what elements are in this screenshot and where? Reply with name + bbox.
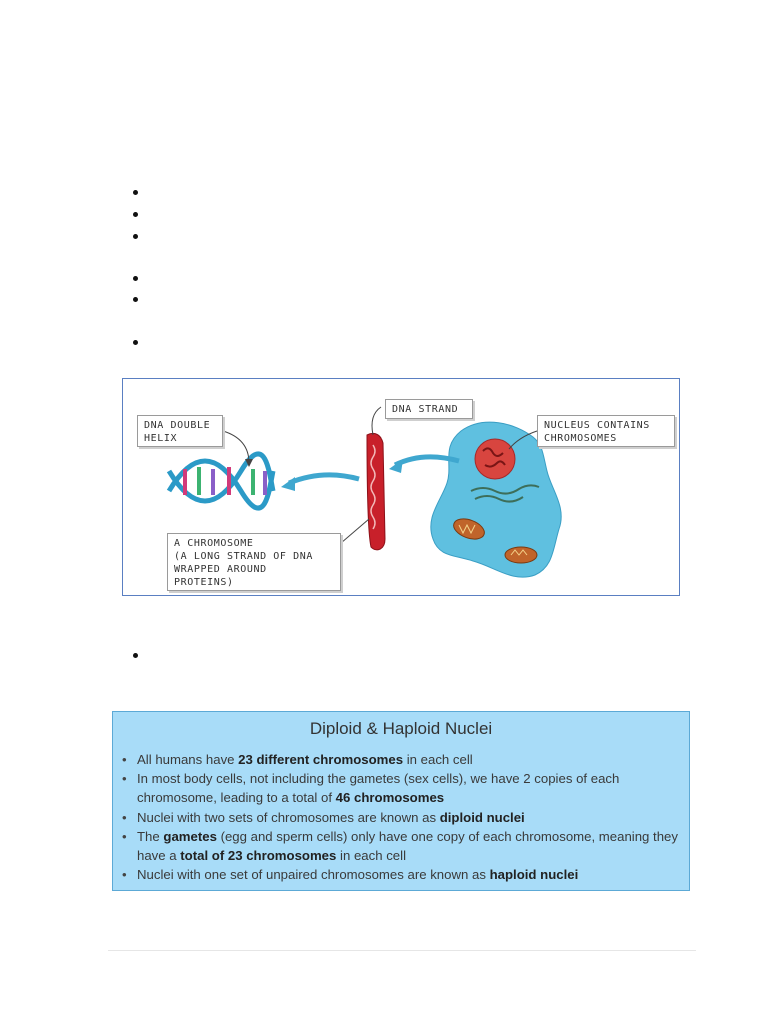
list-item: • Nuclei with one set of unpaired chromosomes are known as haploid nuclei	[120, 865, 685, 884]
chromosome-figure	[122, 378, 680, 596]
bullet	[133, 297, 138, 302]
label-dna-strand: DNA STRAND	[385, 399, 473, 419]
info-box	[112, 711, 690, 891]
label-dna-double-helix: DNA DOUBLE HELIX	[137, 415, 223, 447]
bullet	[133, 653, 138, 658]
bullet	[133, 234, 138, 239]
bullet	[133, 190, 138, 195]
arrow-chromosome-to-dna	[289, 475, 359, 483]
bullet	[133, 212, 138, 217]
mitochondrion	[505, 547, 537, 563]
footer-divider	[108, 950, 696, 951]
label-chromosome: A CHROMOSOME (A LONG STRAND OF DNA WRAPPED AROUND PROTEINS)	[167, 533, 341, 591]
info-list	[120, 750, 685, 884]
info-box-title: Diploid & Haploid Nuclei	[309, 719, 493, 738]
dna-helix	[169, 454, 273, 508]
list-item: • The gametes (egg and sperm cells) only have one copy of each chromosome, meaning they have a total of 23 chromosomes in each cell	[120, 827, 685, 865]
nucleus	[475, 439, 515, 479]
label-nucleus: NUCLEUS CONTAINS CHROMOSOMES	[537, 415, 675, 447]
chromosome	[367, 433, 385, 549]
bullet	[133, 276, 138, 281]
list-item: • In most body cells, not including the gametes (sex cells), we have 2 copies of each chromosome, leading to a total of 46 chromosomes	[120, 769, 685, 807]
bullet	[133, 340, 138, 345]
list-item: • Nuclei with two sets of chromosomes are known as diploid nuclei	[120, 808, 685, 827]
list-item: • All humans have 23 different chromosomes in each cell	[120, 750, 685, 769]
